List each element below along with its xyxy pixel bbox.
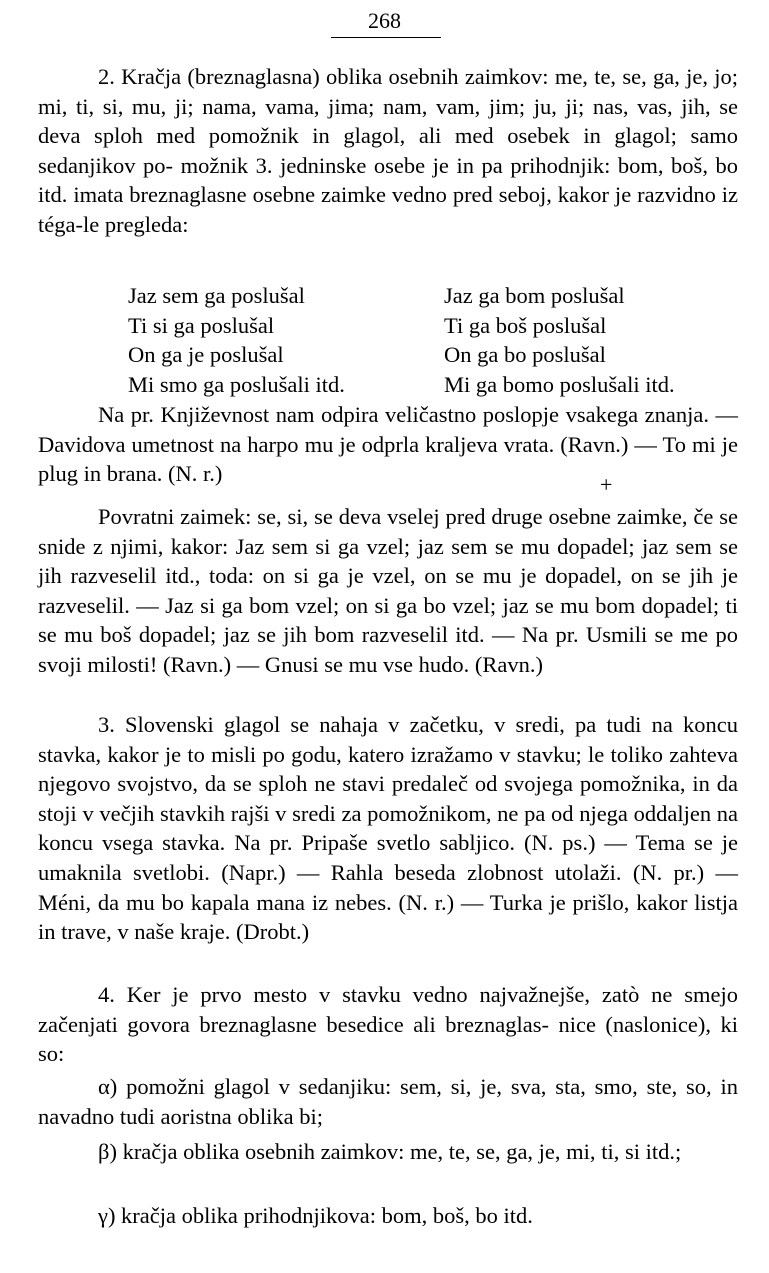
paragraph-3-line: zlobnost utolaži. (N. pr.) — Méni, da mu bo kapala mana iz nebes. — [38, 859, 738, 915]
table-row: On ga je poslušal — [128, 342, 284, 368]
paragraph-4-line: nice (naslonice), ki so: — [38, 1011, 738, 1067]
reflexive-line: me po svoji milosti! (Ravn.) — Gnusi se mu vse hudo. (Ravn.) — [38, 622, 739, 677]
paragraph-2-line: razvidno iz téga-le pregleda: — [38, 182, 739, 237]
table-row: Mi ga bomo poslušali itd. — [444, 371, 675, 397]
paragraph-3-line: oddaljen na koncu vsega stavka. Na pr. Pripaše svetlo sabljico. — [38, 800, 739, 856]
paragraph-3-line: predaleč od svojega pomožnika, in da stoji v večjih — [38, 771, 738, 826]
table-left-column — [128, 281, 448, 399]
table-row: On ga bo poslušal — [444, 342, 606, 368]
paragraph-2-line: imata breznaglasne osebne zaimke vedno pred seboj, kakor je — [73, 182, 632, 208]
table-row: Ti si ga poslušal — [128, 312, 275, 338]
header-rule — [331, 37, 441, 38]
paragraph-4-line: 4. Ker je prvo mesto v stavku vedno najvažnejše, zatò ne — [98, 982, 673, 1007]
table-row: Ti ga boš poslušal — [444, 312, 607, 338]
list-item-line: ste, so, in navadno tudi aoristna oblika bi; — [38, 1074, 738, 1129]
list-item-line: β) kračja oblika osebnih zaimkov: me, te, se, ga, je, mi, — [98, 1139, 596, 1164]
paragraph-2-line: glagol, ali med osebek in glagol; samo sedanjikov po- — [38, 123, 738, 178]
examples-line: Na pr. Književnost nam odpira veličastno poslopje vsakega — [98, 402, 639, 427]
table-row: Jaz ga bom poslušal — [444, 283, 625, 308]
reflexive-line: zaimke, če se snide z njimi, kakor: Jaz sem si ga vzel; jaz — [38, 504, 739, 559]
reflexive-line: mu boš dopadel; jaz se jih bom razveselil itd. — Na pr. Usmili se — [64, 622, 674, 648]
list-item-line: ti, si itd.; — [601, 1139, 682, 1164]
paragraph-3-line: stavkih rajši v sredi za pomožnikom, ne pa od njega — [160, 800, 628, 826]
examples-line: vrata. (Ravn.) — To mi je plug in brana. (N. r.) — [38, 431, 739, 487]
paragraph-4-line: smejo začenjati govora breznaglasne besedice ali breznaglas- — [38, 982, 739, 1037]
table-row: Jaz sem ga poslušal — [128, 283, 305, 308]
paragraph-3-line: 3. Slovenski glagol se nahaja v začetku, v sredi, pa tudi — [98, 712, 642, 737]
examples-line: znanja. — Davidova umetnost na harpo mu je odprla kraljeva — [38, 402, 738, 457]
cross-mark: + — [600, 472, 613, 497]
reflexive-line: ga je vzel, on se mu je dopadel, on se jih je razveselil. — Jaz — [38, 563, 739, 618]
examples-paragraph — [38, 400, 738, 489]
table-row: Mi smo ga poslušali itd. — [128, 371, 345, 397]
paragraph-3-line: na koncu stavka, kakor je to misli po godu, katero izražamo v — [38, 712, 739, 767]
reflexive-line: sem se mu dopadel; jaz sem se jih razveselil itd., toda: on si — [38, 533, 739, 589]
reflexive-line: si ga bom vzel; on si ga bo vzel; jaz se mu bom dopadel; ti se — [38, 592, 738, 648]
paragraph-3-line: (N. r.) — Turka je prišlo, kakor listja in trave, v naše kraje. (Drobt.) — [38, 889, 738, 945]
paragraph-2 — [38, 62, 738, 240]
paragraph-3-line: (N. ps.) — Tema se je umaknila svetlobi. (Napr.) — Rahla beseda — [38, 830, 739, 885]
list-item-alpha — [38, 1072, 738, 1131]
list-item-line: γ) kračja oblika prihodnjikova: bom, boš, bo itd. — [98, 1203, 533, 1228]
page-header — [0, 6, 769, 36]
list-item-gamma — [38, 1201, 738, 1231]
table-right-column — [444, 281, 764, 399]
list-item-line: α) pomožni glagol v sedanjiku: sem, si, je, sva, sta, smo, — [98, 1074, 638, 1099]
paragraph-2-line: 2. Kračja (breznaglasna) oblika osebnih zaimkov: me, te, — [98, 64, 617, 89]
paragraph-2-line: jim; ju, ji; nas, vas, jih, se deva sploh med pomožnik in — [38, 93, 738, 149]
paragraph-4 — [38, 980, 738, 1069]
paragraph-3 — [38, 710, 738, 947]
paragraph-3-line: stavku; le toliko zahteva njegovo svojstvo, da se sploh ne stavi — [38, 741, 738, 797]
page-number: 268 — [368, 8, 401, 33]
list-item-beta — [38, 1137, 738, 1167]
paragraph-2-line: možnik 3. jedninske osebe je in pa prihodnjik: bom, boš, bo itd. — [38, 152, 739, 208]
paragraph-2-line: se, ga, je, jo; mi, ti, si, mu, ji; nama, vama, jima; nam, vam, — [38, 64, 738, 119]
reflexive-line: Povratni zaimek: se, si, se deva vselej pred druge osebne — [98, 504, 611, 529]
reflexive-paragraph — [38, 502, 738, 680]
